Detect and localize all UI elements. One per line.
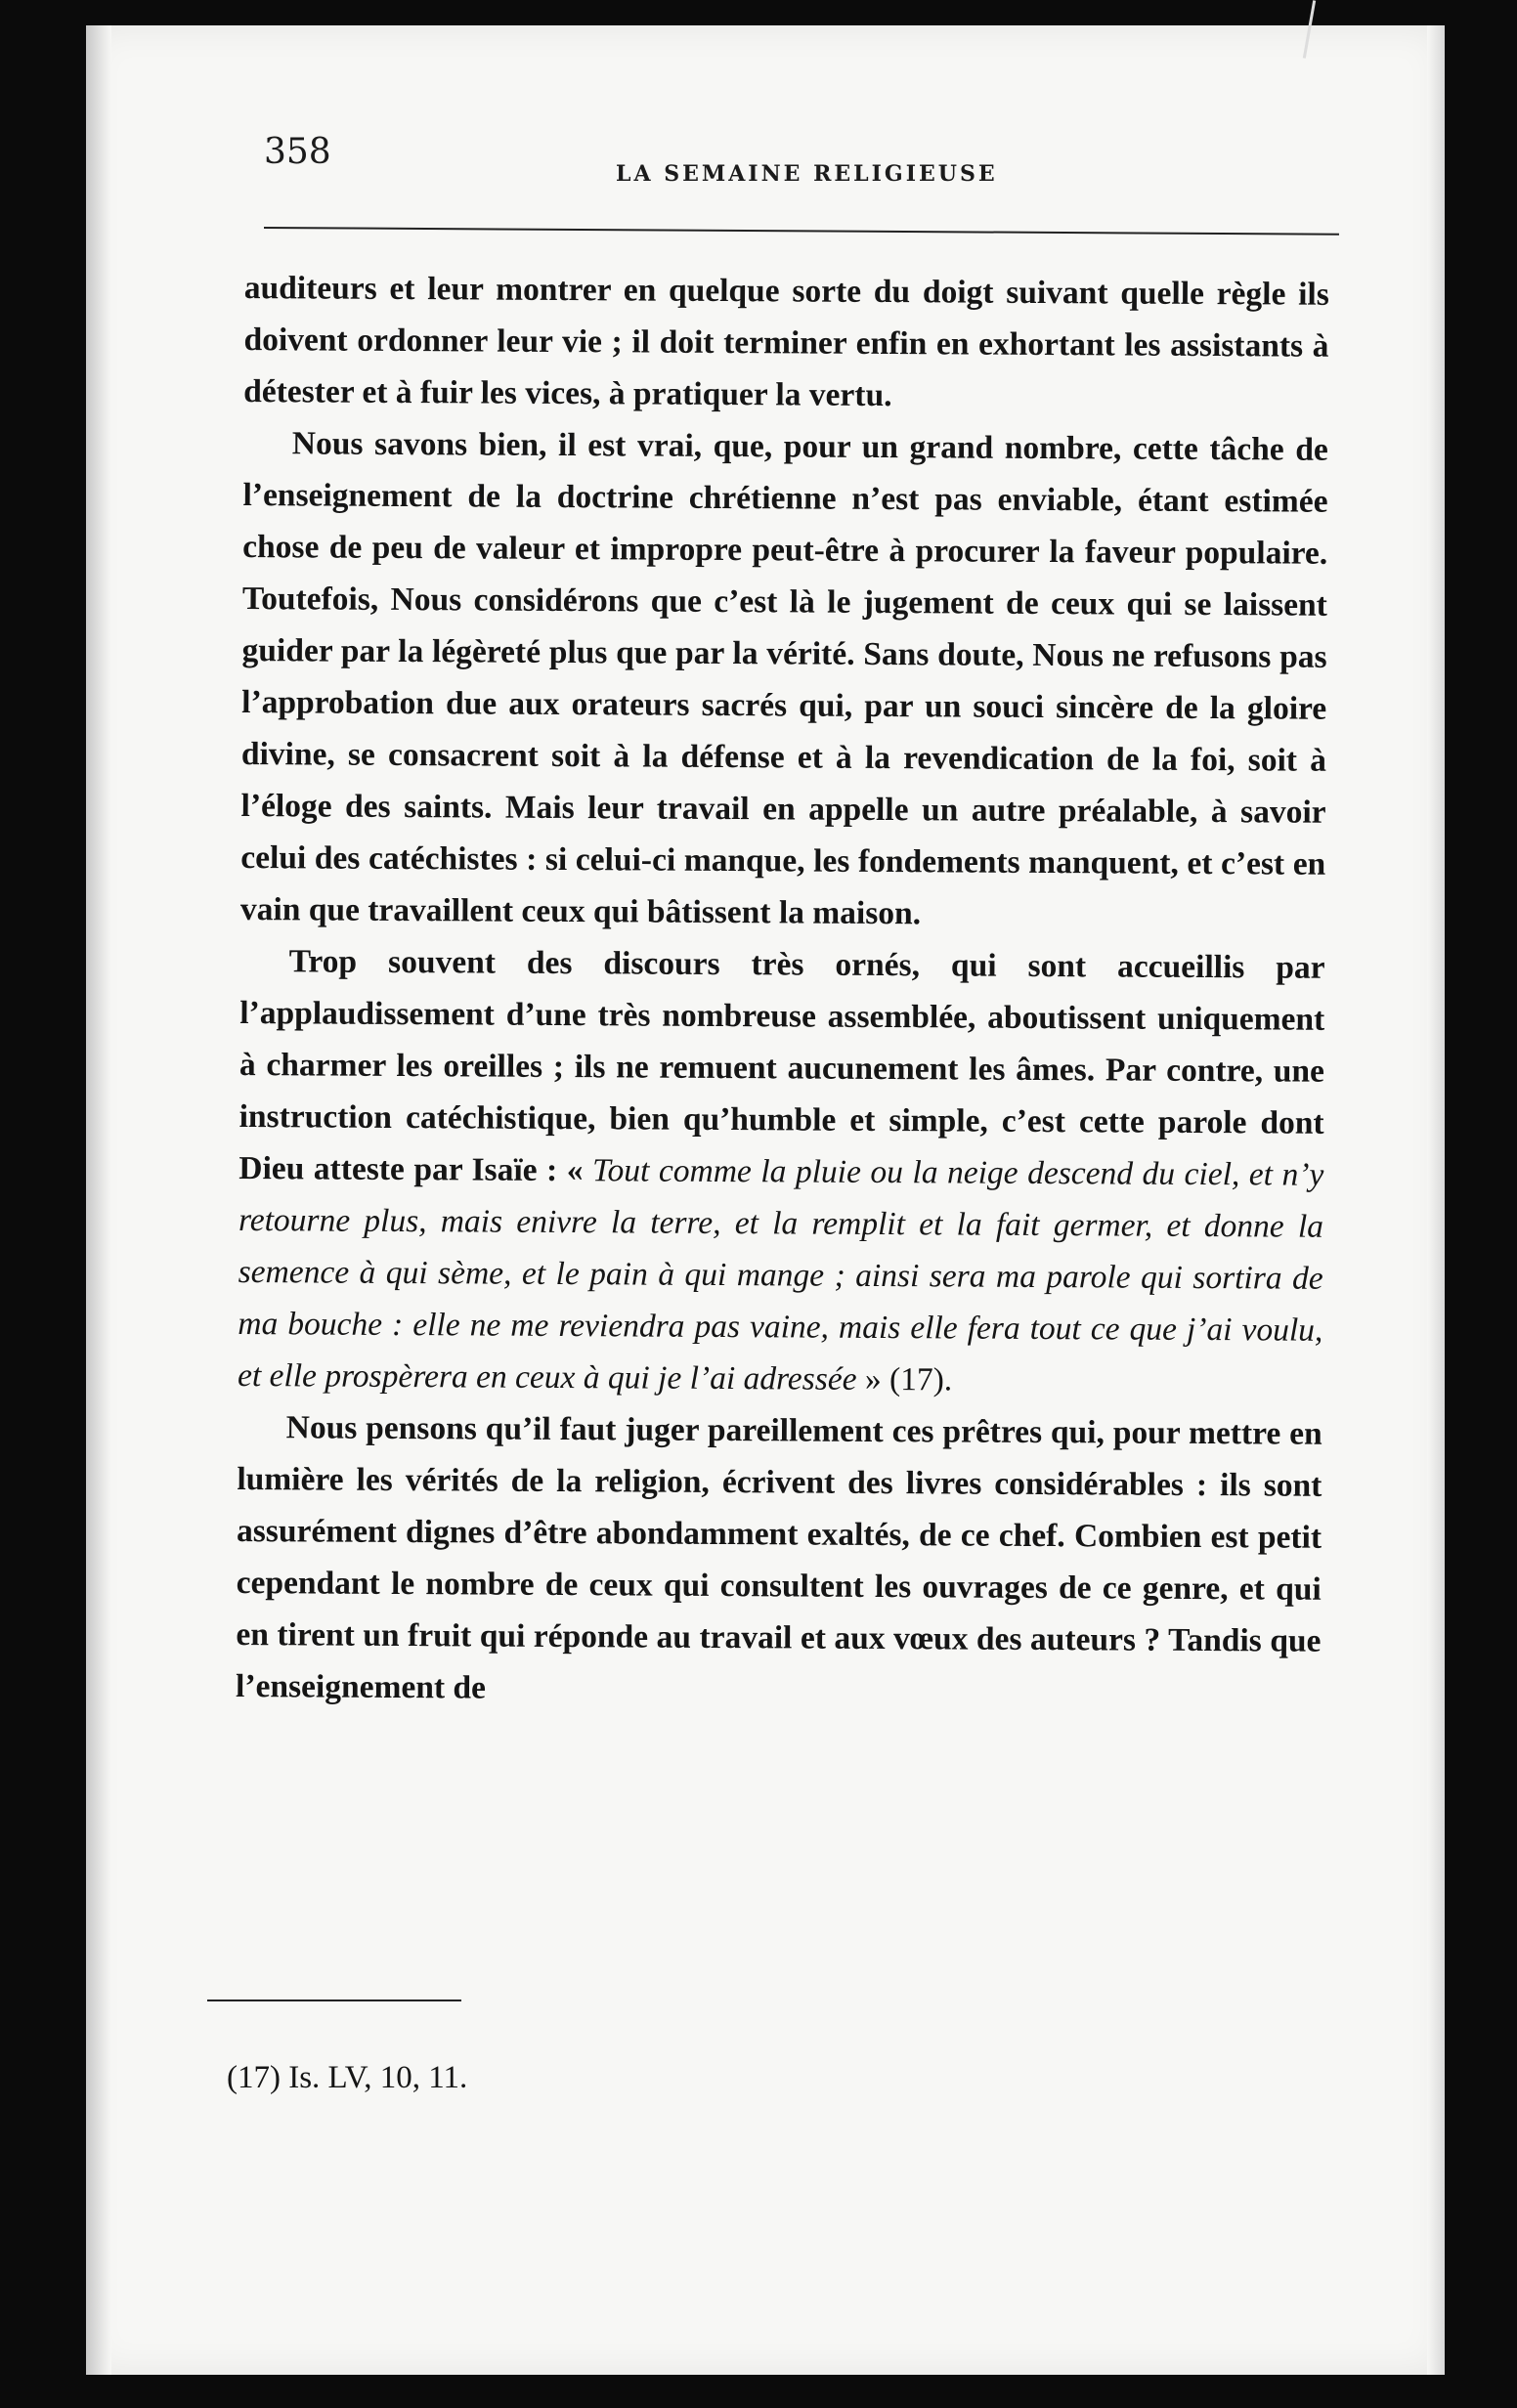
paragraph-3-close: » (17). — [864, 1360, 953, 1398]
paragraph-3 — [238, 935, 1325, 1408]
page-edge-shadow — [1427, 25, 1445, 2375]
running-head: LA SEMAINE RELIGIEUSE — [616, 161, 998, 187]
page-gutter-shadow — [86, 25, 111, 2375]
footnote-rule — [207, 2000, 461, 2001]
body-text — [236, 262, 1329, 1719]
paragraph-1: auditeurs et leur montrer en quelque sorte du doigt suivant quelle règle ils doivent ordonner leur vie ; il doit terminer enfin en exhortant les assistants à détester et à fuir les vices, à pratiquer la vertu. — [243, 269, 1329, 414]
paragraph-3-intro: Trop souvent des discours très ornés, qui sont accueillis par l’applaudissement d’une très nombreuse assemblée, aboutissent uniquement à charmer les oreilles ; ils ne remuent aucunement les âmes. Par contre, une instruction catéchistique, bien qu’humble et simple, c’est cette parole dont Dieu atteste par Isaïe : « — [238, 943, 1325, 1189]
page-number: 358 — [264, 132, 331, 172]
paragraph-4: Nous pensons qu’il faut juger pareillement ces prêtres qui, pour mettre en lumière les vérités de la religion, écrivent des livres considérables : ils sont assurément dignes d’être abondamment exaltés, de ce chef. Combien est petit cependant le nombre de ceux qui consultent les ouvrages de ce genre, et qui en tirent un fruit qui réponde au travail et aux vœux des auteurs ? Tandis que l’enseignement de — [235, 1409, 1322, 1706]
footnote: (17) Is. LV, 10, 11. — [227, 2060, 468, 2095]
paragraph-2: Nous savons bien, il est vrai, que, pour un grand nombre, cette tâche de l’enseignement de la doctrine chrétienne n’est pas enviable, étant estimée chose de peu de valeur et impropre peut-être à procurer la faveur populaire. Toutefois, Nous considérons que c’est là le jugement de ceux qui se laissent guider par la légèreté plus que par la vérité. Sans doute, Nous ne refusons pas l’approbation due aux orateurs sacrés qui, par un souci sincère de la gloire divine, se consacrent soit à la défense et à la revendication de la foi, soit à l’éloge des saints. Mais leur travail en appelle un autre préalable, à savoir celui des catéchistes : si celui-ci manque, les fondements manquent, et c’est en vain que travaillent ceux qui bâtissent la maison. — [239, 425, 1328, 932]
isaiah-quotation: Tout comme la pluie ou la neige descend du ciel, et n’y retourne plus, mais enivre la terre, et la remplit et la fait germer, et donne la semence à qui sème, et le pain à qui mange ; ainsi sera ma parole qui sortira de ma bouche : elle ne me reviendra pas vaine, mais elle fera tout ce que j’ai voulu, et elle prospèrera en ceux à qui je l’ai adressée — [237, 1152, 1324, 1398]
page-header — [264, 132, 1339, 191]
